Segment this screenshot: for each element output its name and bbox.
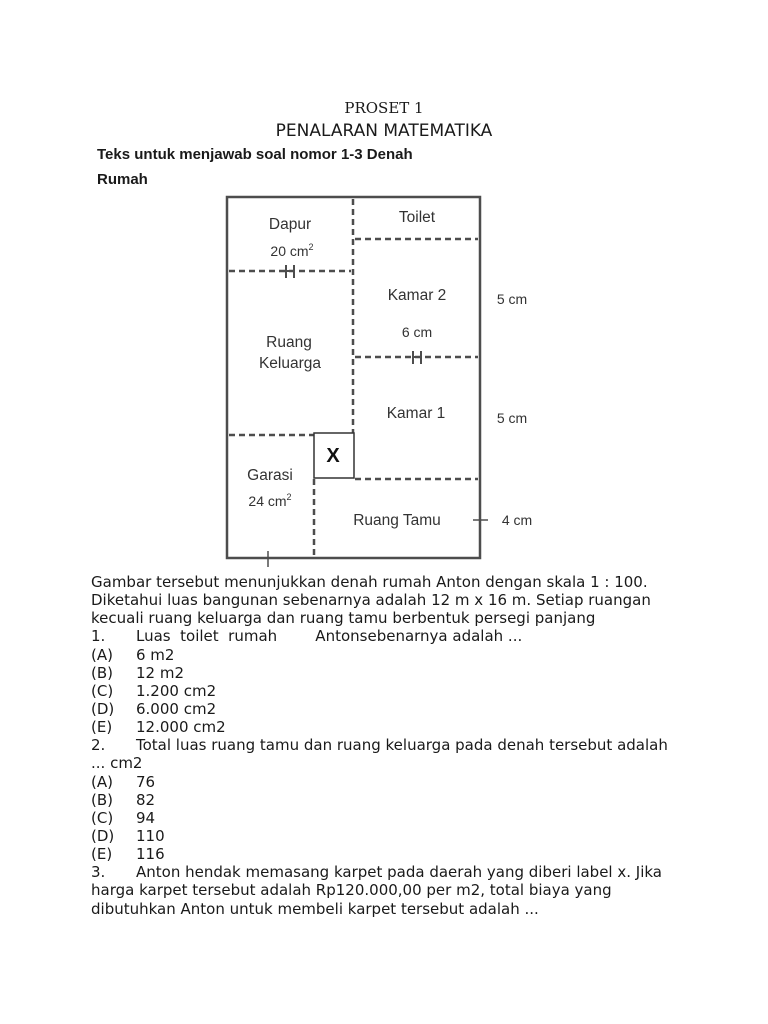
option-text: 94 <box>136 808 156 827</box>
area-value: 20 cm <box>270 243 309 259</box>
option-label: (A) <box>91 772 113 791</box>
area-exponent: 2 <box>308 242 314 252</box>
x-area-label: X <box>326 445 340 467</box>
room-label-ruang-tamu: Ruang Tamu <box>353 512 441 529</box>
question-text-continuation: harga karpet tersebut adalah Rp120.000,00 per m2, total biaya yang <box>91 881 612 900</box>
option-label: (C) <box>91 681 114 700</box>
option-d <box>91 827 731 845</box>
option-d <box>91 700 731 718</box>
option-e <box>91 845 731 863</box>
option-b <box>91 664 731 682</box>
floor-plan <box>210 185 550 575</box>
option-b <box>91 791 731 809</box>
room-label-dapur: Dapur <box>268 216 312 233</box>
room-area-garasi <box>248 492 291 509</box>
option-text: 12.000 cm2 <box>136 718 226 737</box>
room-width-kamar2: 6 cm <box>401 324 433 340</box>
option-a <box>91 773 731 791</box>
question-text-continuation: ... cm2 <box>91 754 143 773</box>
question-1 <box>91 627 731 645</box>
intro-line: Teks untuk menjawab soal nomor 1-3 Denah <box>97 146 413 163</box>
question-text-line: Total luas ruang tamu dan ruang keluarga pada denah tersebut adalah <box>136 736 668 755</box>
area-exponent: 2 <box>286 492 292 502</box>
option-text: 82 <box>136 790 156 809</box>
option-text: 12 m2 <box>136 663 185 682</box>
room-label-kamar1: Kamar 1 <box>386 405 446 422</box>
room-label-garasi: Garasi <box>247 467 293 484</box>
option-label: (D) <box>91 699 115 718</box>
room-label-toilet: Toilet <box>398 209 436 226</box>
option-label: (E) <box>91 718 113 737</box>
option-text: 6 m2 <box>136 645 175 664</box>
room-label-keluarga-1: Ruang <box>266 334 312 351</box>
option-label: (B) <box>91 790 113 809</box>
option-label: (C) <box>91 808 114 827</box>
dimension-kamar2-height: 5 cm <box>496 291 528 307</box>
question-number: 3. <box>91 863 106 882</box>
option-text: 6.000 cm2 <box>136 699 217 718</box>
question-text-line: Anton hendak memasang karpet pada daerah yang diberi label x. Jika <box>136 863 662 882</box>
option-c <box>91 682 731 700</box>
intro-line: Rumah <box>97 171 148 188</box>
passage-line: Diketahui luas bangunan sebenarnya adalah 12 m x 16 m. Setiap ruangan <box>91 591 651 610</box>
page-title: PENALARAN MATEMATIKA <box>275 121 493 141</box>
question-number: 2. <box>91 736 106 755</box>
option-text: 76 <box>136 772 156 791</box>
option-text: 1.200 cm2 <box>136 681 217 700</box>
dimension-tamu-height: 4 cm <box>501 512 533 528</box>
proset-heading: PROSET 1 <box>344 99 424 117</box>
room-label-kamar2: Kamar 2 <box>387 287 447 304</box>
option-label: (D) <box>91 826 115 845</box>
room-area-dapur <box>270 242 313 259</box>
option-e <box>91 718 731 736</box>
question-body <box>91 573 731 918</box>
option-label: (E) <box>91 845 113 864</box>
question-number: 1. <box>91 627 106 646</box>
dimension-kamar1-height: 5 cm <box>496 410 528 426</box>
question-2 <box>91 736 731 754</box>
option-text: 116 <box>136 845 165 864</box>
passage-line: kecuali ruang keluarga dan ruang tamu berbentuk persegi panjang <box>91 609 596 628</box>
question-text-line: Luas toilet rumah Antonsebenarnya adalah ... <box>136 627 523 646</box>
passage-line: Gambar tersebut menunjukkan denah rumah Anton dengan skala 1 : 100. <box>91 573 648 591</box>
area-value: 24 cm <box>248 493 287 509</box>
option-c <box>91 809 731 827</box>
option-label: (A) <box>91 645 113 664</box>
option-text: 110 <box>136 826 165 845</box>
room-label-keluarga-2: Keluarga <box>258 355 322 372</box>
option-label: (B) <box>91 663 113 682</box>
question-text-continuation: dibutuhkan Anton untuk membeli karpet tersebut adalah ... <box>91 899 539 918</box>
option-a <box>91 646 731 664</box>
question-3 <box>91 863 731 881</box>
